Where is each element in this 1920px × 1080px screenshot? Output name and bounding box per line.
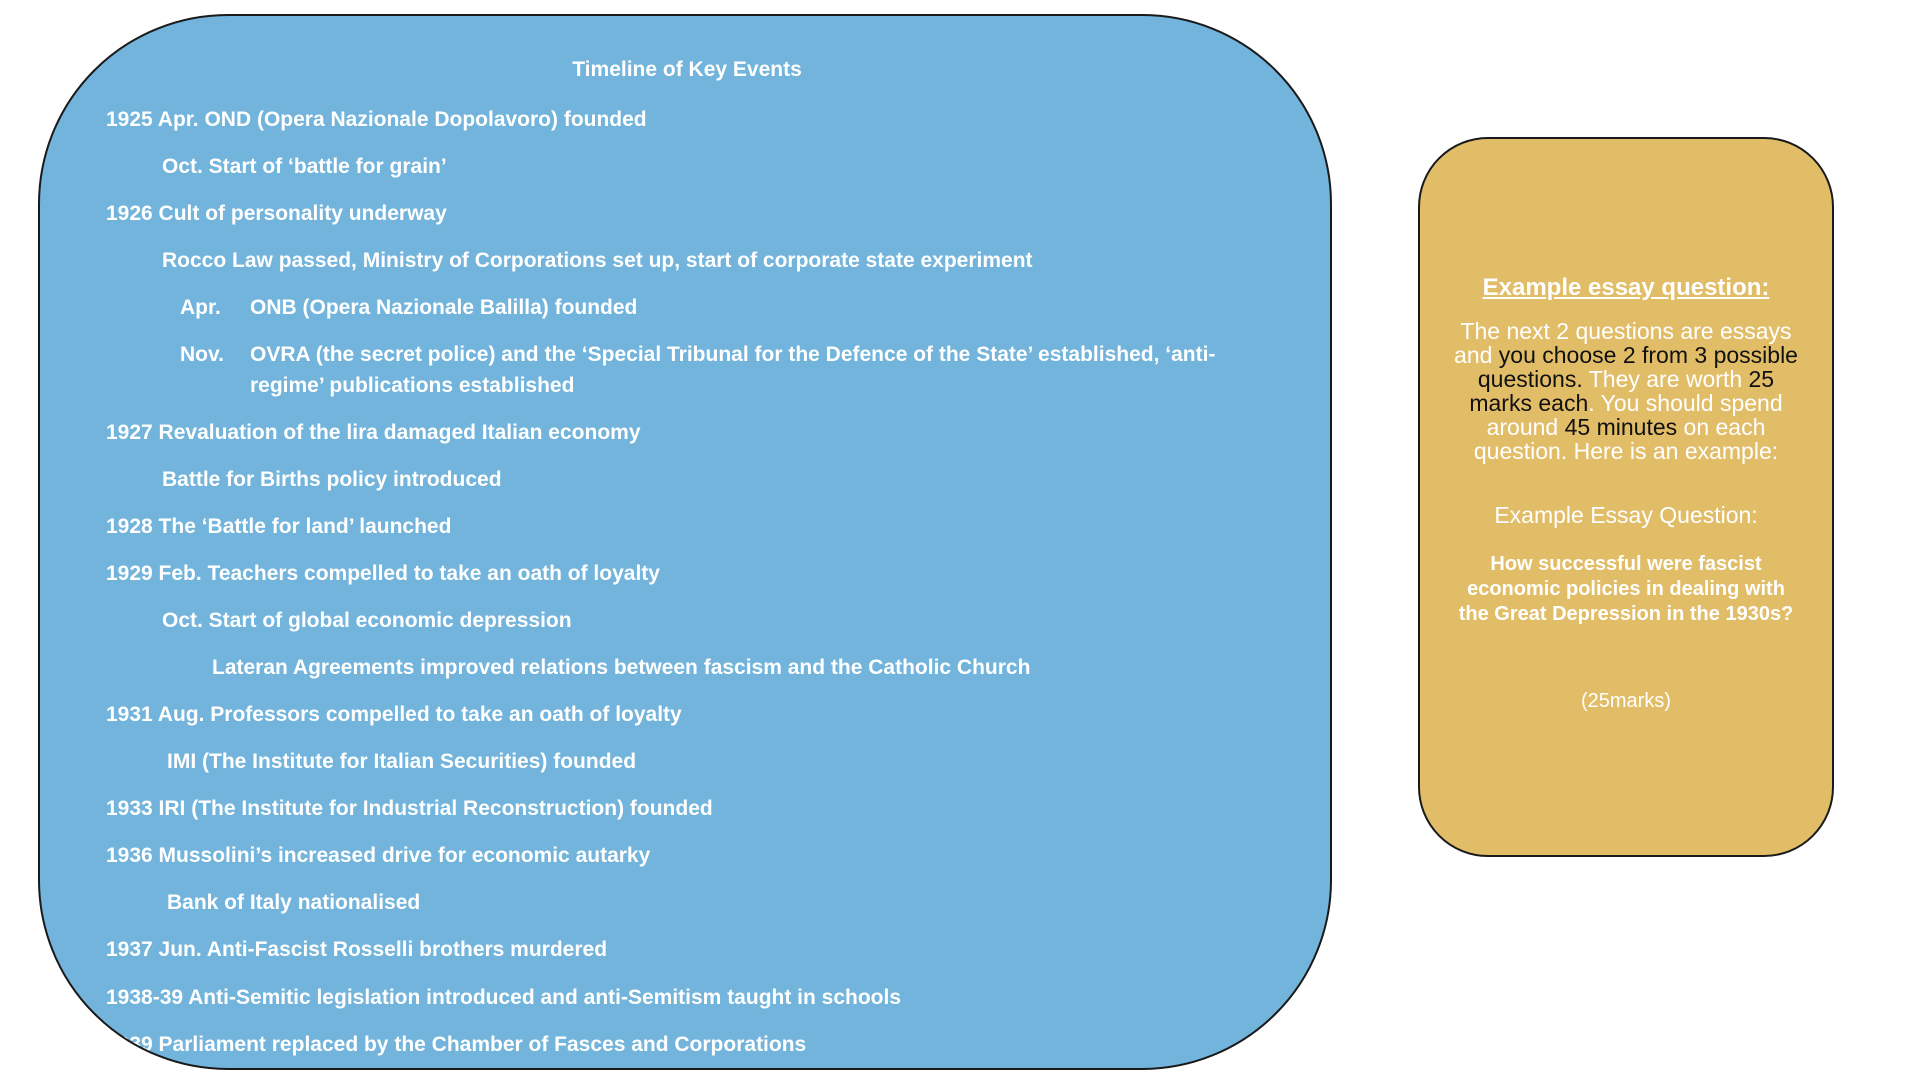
timeline-event: 1936 Mussolini’s increased drive for economic autarky — [106, 844, 651, 867]
intro-emphasis: 45 minutes — [1564, 414, 1678, 440]
timeline-title: Timeline of Key Events — [572, 58, 802, 81]
essay-intro — [1450, 319, 1802, 463]
timeline-event: Rocco Law passed, Ministry of Corporations set up, start of corporate state experiment — [162, 249, 1033, 272]
timeline-event: 1938-39 Anti-Semitic legislation introduced and anti-Semitism taught in schools — [106, 986, 902, 1009]
timeline-event: Lateran Agreements improved relations between fascism and the Catholic Church — [212, 656, 1031, 679]
timeline-event: Oct. Start of global economic depression — [162, 609, 572, 632]
timeline-event: 1929 Feb. Teachers compelled to take an oath of loyalty — [106, 562, 660, 585]
timeline-event: Oct. Start of ‘battle for grain’ — [162, 155, 447, 178]
essay-panel — [1418, 137, 1834, 857]
intro-text: on each question. Here is an example: — [1473, 414, 1779, 464]
timeline-event: IMI (The Institute for Italian Securities) founded — [167, 750, 637, 773]
timeline-month: Nov. — [180, 343, 224, 366]
timeline-event: 1933 IRI (The Institute for Industrial Reconstruction) founded — [106, 797, 713, 820]
timeline-event: 1931 Aug. Professors compelled to take an oath of loyalty — [106, 703, 682, 726]
timeline-event: Bank of Italy nationalised — [167, 891, 421, 914]
timeline-event: 1937 Jun. Anti-Fascist Rosselli brothers murdered — [106, 938, 608, 961]
essay-subheading: Example Essay Question: — [1494, 502, 1758, 528]
intro-text: The next 2 questions are essays and — [1454, 318, 1792, 368]
essay-heading: Example essay question: — [1482, 274, 1770, 301]
intro-text: . You should spend around — [1486, 390, 1783, 440]
timeline-event: Battle for Births policy introduced — [162, 468, 502, 491]
intro-text: They are worth — [1582, 366, 1749, 392]
timeline-event: ONB (Opera Nazionale Balilla) founded — [250, 296, 638, 319]
timeline-event: 1926 Cult of personality underway — [106, 202, 447, 225]
essay-marks: (25marks) — [1580, 690, 1671, 712]
timeline-event: 1939 Parliament replaced by the Chamber of Fasces and Corporations — [106, 1033, 807, 1056]
timeline-event: 1928 The ‘Battle for land’ launched — [106, 515, 452, 538]
intro-emphasis: 25 marks each — [1469, 366, 1775, 416]
timeline-event: 1927 Revaluation of the lira damaged Italian economy — [106, 421, 641, 444]
essay-question-text: How successful were fascist economic policies in dealing with the Great Depression in the 1930s? — [1458, 553, 1794, 625]
timeline-event: OVRA (the secret police) and the ‘Special Tribunal for the Defence of the State’ established, ‘anti-regime’ publications established — [250, 343, 1216, 397]
timeline-event: 1925 Apr. OND (Opera Nazionale Dopolavoro) founded — [106, 108, 647, 131]
intro-emphasis: you choose 2 from 3 possible questions. — [1477, 342, 1798, 392]
timeline-month: Apr. — [180, 296, 221, 319]
timeline-panel — [38, 14, 1332, 1070]
